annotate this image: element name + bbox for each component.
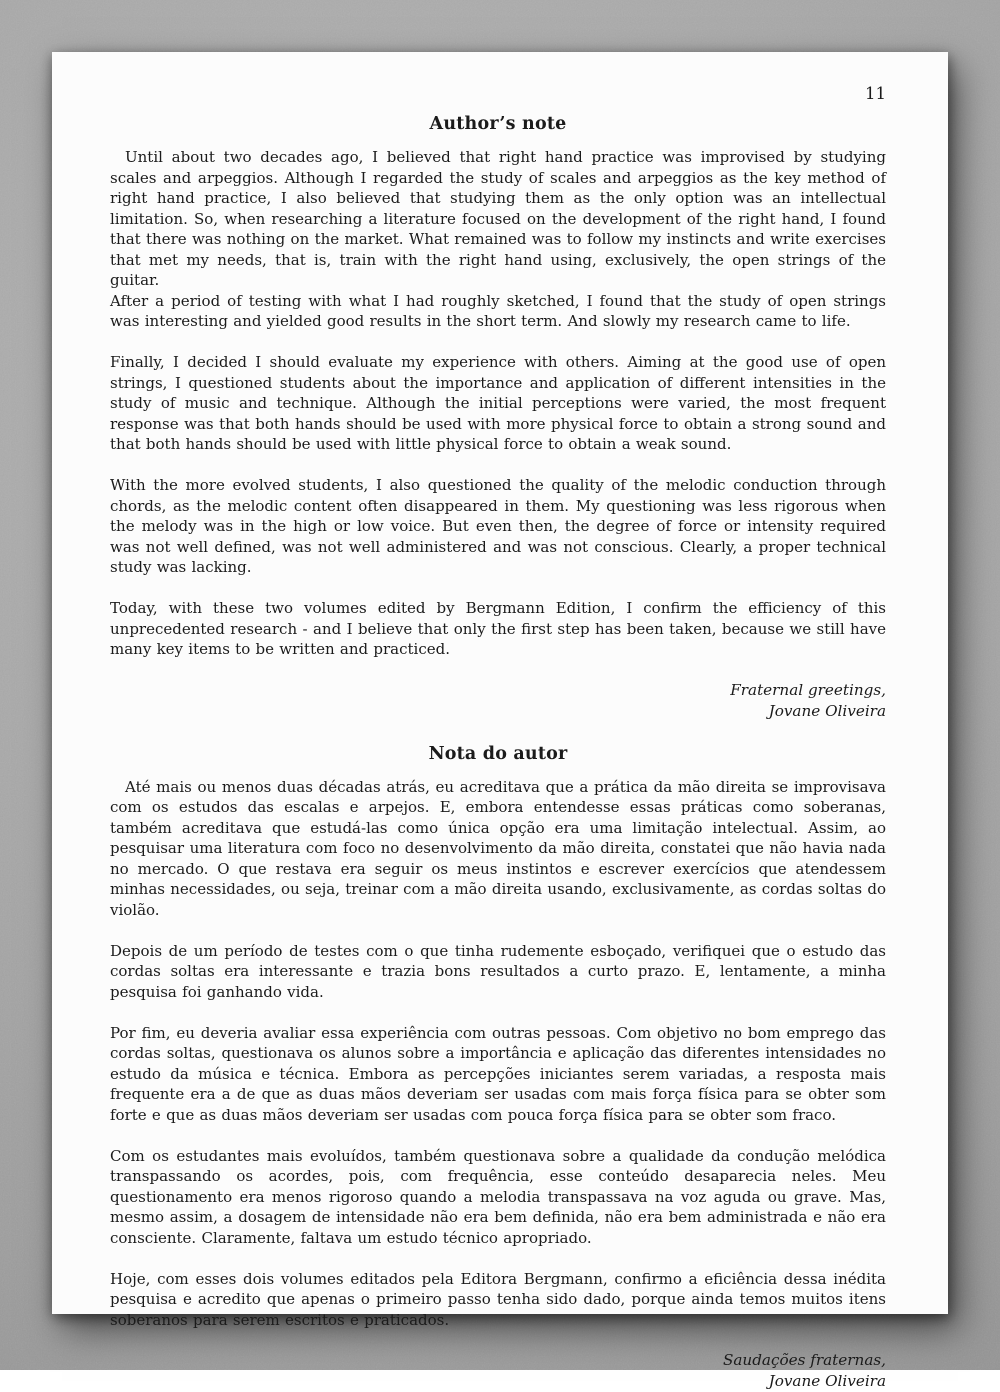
portuguese-signature-line-2: Jovane Oliveira [768,1372,886,1390]
portuguese-paragraph-1: Até mais ou menos duas décadas atrás, eu acreditava que a prática da mão direita se improvisava com os estudos das escalas e arpejos. E, embora entendesse essas práticas como soberanas, também acreditava que estudá-las como única opção era uma limitação intelectual. Assim, ao pesquisar uma literatura com foco no desenvolvimento da mão direita, constatei que não havia nada no mercado. O que restava era seguir os meus instintos e escrever exercícios que atendessem minhas necessidades, ou seja, treinar com a mão direita usando, exclusivamente, as cordas soltas do violão. [110,777,886,919]
page-number: 11 [865,84,886,103]
document-page [52,52,948,1390]
english-paragraph-5: Today, with these two volumes edited by Bergmann Edition, I confirm the efficiency of this unprecedented research - and I believe that only the first step has been taken, because we still have many key items to be written and practiced. [110,599,886,658]
english-signature [110,680,886,722]
english-heading: Author’s note [429,114,567,134]
portuguese-paragraph-2: Depois de um período de testes com o que tinha rudemente esboçado, verifiquei que o estudo das cordas soltas era interessante e trazia bons resultados a curto prazo. E, lentamente, a minha pesquisa foi ganhando vida. [110,941,886,1001]
portuguese-paragraph-3: Por fim, eu deveria avaliar essa experiência com outras pessoas. Com objetivo no bom emprego das cordas soltas, questionava os alunos sobre a importância e aplicação das diferentes intensidades no estudo da música e técnica. Embora as percepções iniciantes serem variadas, a resposta mais frequente era a de que as duas mãos deveriam ser usadas com mais força física para se obter som forte e que as duas mãos deveriam ser usadas com pouca força física para se obter som fraco. [110,1023,886,1124]
portuguese-paragraph-4: Com os estudantes mais evoluídos, também questionava sobre a qualidade da condução melódica transpassando os acordes, pois, com frequência, esse conteúdo desaparecia neles. Meu questionamento era menos rigoroso quando a melodia transpassava na voz aguda ou grave. Mas, mesmo assim, a dosagem de intensidade não era bem definida, não era bem administrada e não era consciente. Claramente, faltava um estudo técnico apropriado. [110,1146,886,1247]
english-signature-line-1: Fraternal greetings, [730,680,886,699]
portuguese-paragraph-5: Hoje, com esses dois volumes editados pela Editora Bergmann, confirmo a eficiência dessa inédita pesquisa e acredito que apenas o primeiro passo tenha sido dado, porque ainda temos muitos itens soberanos para serem escritos e praticados. [110,1269,886,1329]
portuguese-heading: Nota do autor [428,743,568,764]
english-paragraph-3: Finally, I decided I should evaluate my experience with others. Aiming at the good use of open strings, I questioned students about the importance and application of different intensities in the study of music and technique. Although the initial perceptions were varied, the most frequent response was that both hands should be used with more physical force to obtain a strong sound and that both hands should be used with little physical force to obtain a weak sound. [110,353,886,453]
english-paragraph-2: After a period of testing with what I had roughly sketched, I found that the study of open strings was interesting and yielded good results in the short term. And slowly my research came to life. [110,291,886,330]
english-paragraph-1: Until about two decades ago, I believed that right hand practice was improvised by studying scales and arpeggios. Although I regarded the study of scales and arpeggios as the key method of right hand practice, I also believed that studying them as the only option was an intellectual limitation. So, when researching a literature focused on the development of the right hand, I found that there was nothing on the market. What remained was to follow my instincts and write exercises that met my needs, that is, train with the right hand using, exclusively, the open strings of the guitar. [110,148,886,289]
portuguese-signature-line-1: Saudações fraternas, [722,1351,886,1369]
portuguese-signature [110,1350,886,1392]
english-paragraph-4: With the more evolved students, I also questioned the quality of the melodic conduction through chords, as the melodic content often disappeared in them. My questioning was less rigorous when the melody was in the high or low voice. But even then, the degree of force or intensity required was not well defined, was not well administered and was not conscious. Clearly, a proper technical study was lacking. [110,476,886,576]
english-signature-line-2: Jovane Oliveira [768,701,886,720]
